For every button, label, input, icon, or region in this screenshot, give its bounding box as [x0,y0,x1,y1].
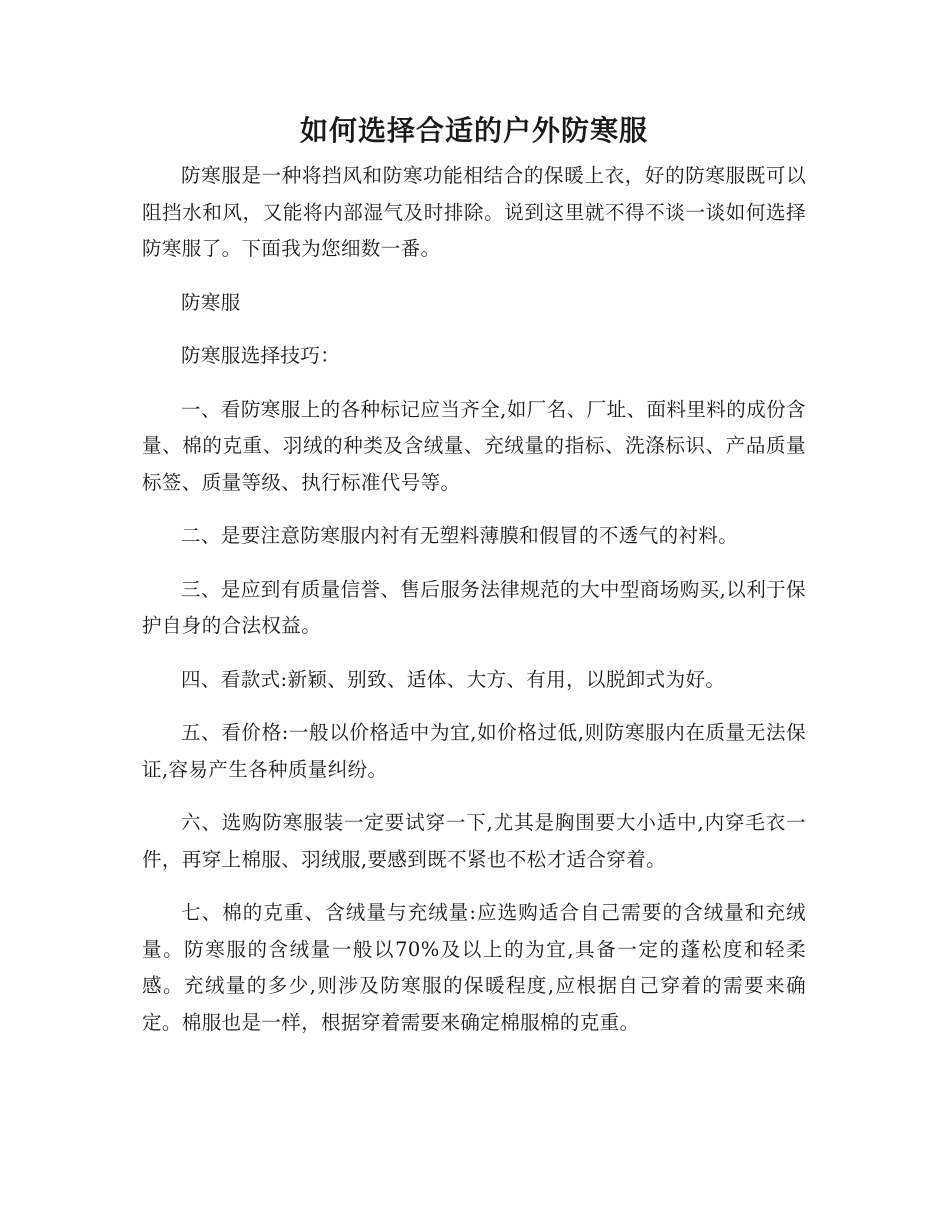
tip-7-paragraph: 七、棉的克重、含绒量与充绒量:应选购适合自己需要的含绒量和充绒量。防寒服的含绒量一般以70%及以上的为宜,具备一定的蓬松度和轻柔感。充绒量的多少,则涉及防寒服的保暖程度,应根据自己穿着的需要来确定。棉服也是一样，根据穿着需要来确定棉服棉的克重。 [142,901,806,1034]
tip-6-paragraph: 六、选购防寒服装一定要试穿一下,尤其是胸围要大小适中,内穿毛衣一件，再穿上棉服、羽绒服,要感到既不紧也不松才适合穿着。 [142,811,806,871]
tip-1-paragraph: 一、看防寒服上的各种标记应当齐全,如厂名、厂址、面料里料的成份含量、棉的克重、羽绒的种类及含绒量、充绒量的指标、洗涤标识、产品质量标签、质量等级、执行标准代号等。 [142,397,806,494]
tip-4-paragraph: 四、看款式:新颖、别致、适体、大方、有用，以脱卸式为好。 [181,667,726,691]
intro-paragraph: 防寒服是一种将挡风和防寒功能相结合的保暖上衣，好的防寒服既可以阻挡水和风，又能将内部湿气及时排除。说到这里就不得不谈一谈如何选择防寒服了。下面我为您细数一番。 [142,164,806,260]
tip-2-paragraph: 二、是要注意防寒服内衬有无塑料薄膜和假冒的不透气的衬料。 [181,524,739,547]
document-title: 如何选择合适的户外防寒服 [299,114,648,147]
document-page [142,108,806,1058]
section-label: 防寒服 [181,290,241,314]
tips-heading: 防寒服选择技巧： [181,344,341,367]
tip-3-paragraph: 三、是应到有质量信誉、售后服务法律规范的大中型商场购买,以利于保护自身的合法权益。 [142,577,806,637]
tip-5-paragraph: 五、看价格:一般以价格适中为宜,如价格过低,则防寒服内在质量无法保证,容易产生各种质量纠纷。 [142,721,806,781]
